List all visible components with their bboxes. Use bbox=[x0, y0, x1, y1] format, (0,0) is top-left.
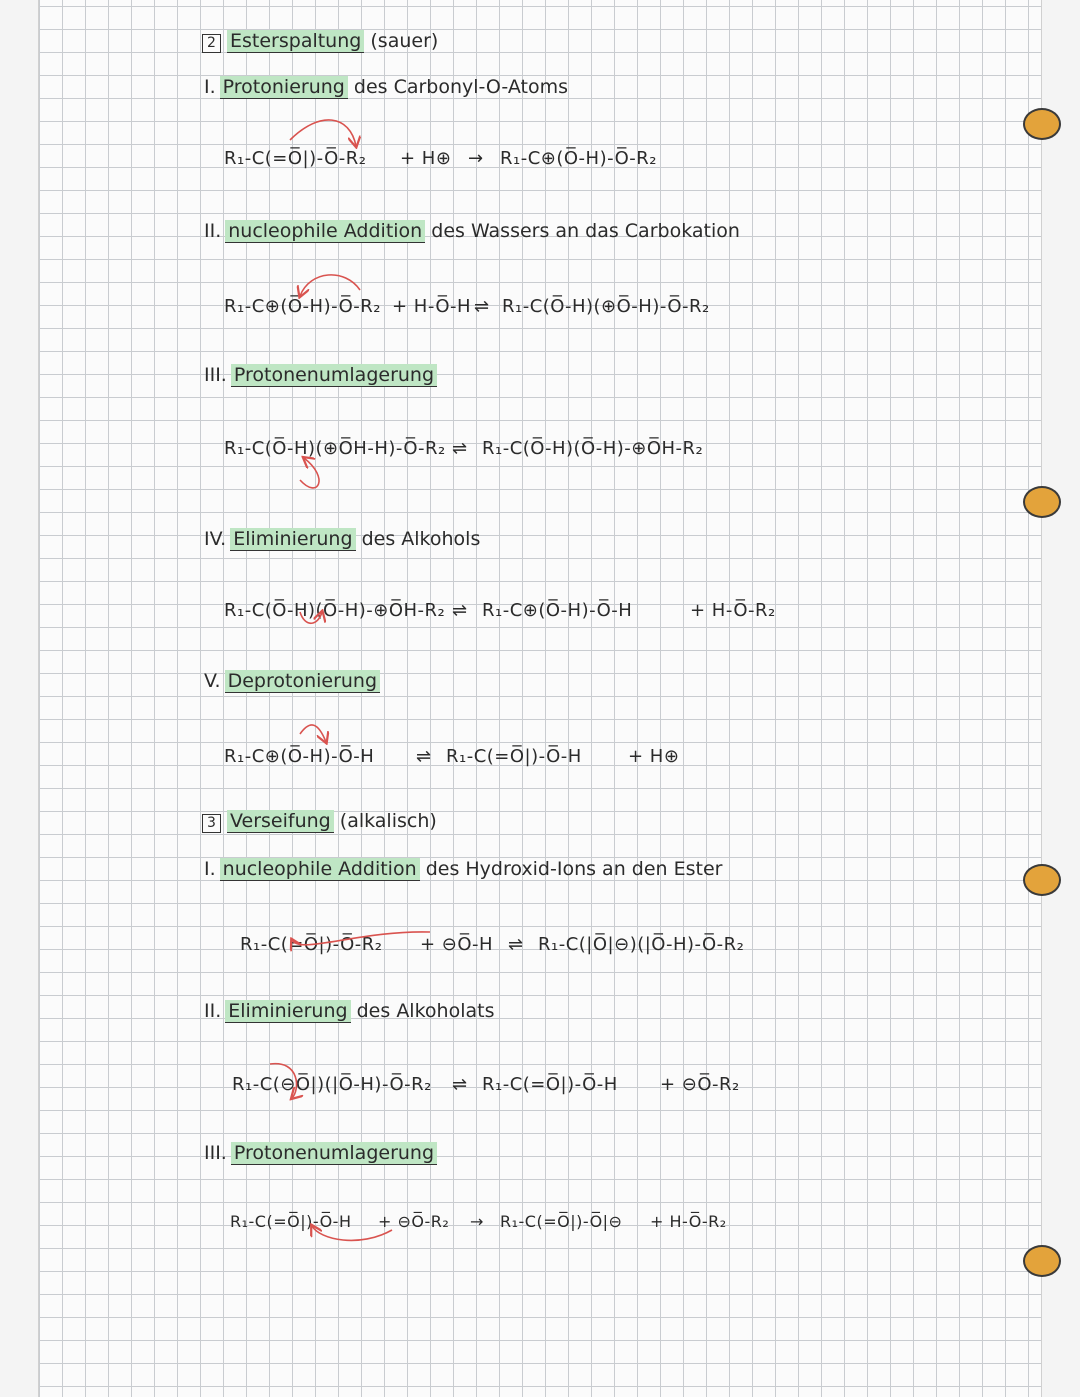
reactant-adduct: R₁-C(O̅-H)(⊕O̅H-H)-O̅-R₂ bbox=[224, 438, 446, 459]
step-number: II. bbox=[204, 220, 222, 242]
section-title: Esterspaltung bbox=[227, 30, 364, 53]
step-heading bbox=[204, 220, 740, 242]
step-number: III. bbox=[204, 364, 227, 386]
step-title: Eliminierung bbox=[230, 528, 355, 551]
notebook-page bbox=[38, 0, 1042, 1397]
step-number: IV. bbox=[204, 528, 227, 550]
product-adduct: R₁-C(O̅-H)(⊕O̅-H)-O̅-R₂ bbox=[502, 296, 710, 317]
section-subtitle: (sauer) bbox=[370, 30, 439, 52]
section-title: Verseifung bbox=[227, 810, 334, 833]
punch-hole bbox=[1023, 1245, 1061, 1277]
product-alcohol: + H-O̅-R₂ bbox=[650, 1212, 727, 1231]
step-number: III. bbox=[204, 1142, 227, 1164]
product-carboxylic-acid: R₁-C(=O̅|)-O̅-H bbox=[482, 1074, 618, 1095]
product-carboxylate: R₁-C(=O̅|)-O̅|⊖ bbox=[500, 1212, 623, 1231]
section-heading-verseifung bbox=[202, 810, 437, 833]
equilibrium-arrow: ⇌ bbox=[452, 600, 468, 621]
step-heading bbox=[204, 858, 722, 880]
section-number: 2 bbox=[202, 34, 221, 53]
reactant-hydroxide: + ⊖O̅-H bbox=[420, 934, 494, 955]
reactant-ester: R₁-C(=O̅|)-O̅-R₂ bbox=[240, 934, 383, 955]
step-heading bbox=[204, 670, 380, 692]
reactant-proton: + H⊕ bbox=[400, 148, 452, 169]
section-heading-esterspaltung bbox=[202, 30, 438, 53]
step-heading bbox=[204, 528, 480, 550]
step-number: V. bbox=[204, 670, 221, 692]
reactant-water: + H-O̅-H bbox=[392, 296, 472, 317]
step-heading bbox=[204, 364, 437, 386]
equilibrium-arrow: ⇌ bbox=[416, 746, 432, 767]
step-title: Protonierung bbox=[220, 76, 348, 99]
step-heading bbox=[204, 1000, 494, 1022]
equilibrium-arrow: ⇌ bbox=[452, 1074, 468, 1095]
step-title: Eliminierung bbox=[225, 1000, 350, 1023]
step-number: II. bbox=[204, 1000, 222, 1022]
step-description: des Wassers an das Carbokation bbox=[431, 220, 740, 242]
reactant-ester: R₁-C(=O̅|)-O̅-R₂ bbox=[224, 148, 367, 169]
equilibrium-arrow: ⇌ bbox=[452, 438, 468, 459]
product-carboxylic-acid: R₁-C(=O̅|)-O̅-H bbox=[446, 746, 582, 767]
step-title: nucleophile Addition bbox=[220, 858, 420, 881]
punch-hole bbox=[1023, 108, 1061, 140]
step-title: Protonenumlagerung bbox=[231, 1142, 437, 1165]
equilibrium-arrow: ⇌ bbox=[508, 934, 524, 955]
step-title: Protonenumlagerung bbox=[231, 364, 437, 387]
reactant-carboxylic-acid: R₁-C(=O̅|)-O̅-H bbox=[230, 1212, 352, 1231]
step-description: des Hydroxid-Ions an den Ester bbox=[425, 858, 723, 880]
reactant-carbocation: R₁-C⊕(O̅-H)-O̅-R₂ bbox=[224, 296, 381, 317]
product-proton: + H⊕ bbox=[628, 746, 680, 767]
reaction-arrow: → bbox=[468, 148, 484, 169]
product-carbocation: R₁-C⊕(O̅-H)-O̅-R₂ bbox=[500, 148, 657, 169]
equilibrium-arrow: ⇌ bbox=[474, 296, 490, 317]
section-number: 3 bbox=[202, 814, 221, 833]
reactant-protonated-ether: R₁-C(O̅-H)(O̅-H)-⊕O̅H-R₂ bbox=[224, 600, 446, 621]
step-title: Deprotonierung bbox=[225, 670, 380, 693]
step-title: nucleophile Addition bbox=[225, 220, 425, 243]
product-tetrahedral-intermediate: R₁-C(|O̅|⊖)(|O̅-H)-O̅-R₂ bbox=[538, 934, 745, 955]
reactant-alkoxide: + ⊖O̅-R₂ bbox=[378, 1212, 450, 1231]
product-carbocation-acid: R₁-C⊕(O̅-H)-O̅-H bbox=[482, 600, 633, 621]
section-subtitle: (alkalisch) bbox=[339, 810, 437, 832]
step-description: des Carbonyl-O-Atoms bbox=[353, 76, 569, 98]
step-description: des Alkohols bbox=[361, 528, 481, 550]
step-heading bbox=[204, 76, 568, 98]
product-protonated-ether: R₁-C(O̅-H)(O̅-H)-⊕O̅H-R₂ bbox=[482, 438, 704, 459]
reactant-tetrahedral-intermediate: R₁-C(⊖O̅|)(|O̅-H)-O̅-R₂ bbox=[232, 1074, 432, 1095]
punch-hole bbox=[1023, 864, 1061, 896]
reactant-carbocation-acid: R₁-C⊕(O̅-H)-O̅-H bbox=[224, 746, 375, 767]
step-description: des Alkoholats bbox=[356, 1000, 495, 1022]
step-number: I. bbox=[204, 76, 216, 98]
step-number: I. bbox=[204, 858, 216, 880]
reaction-arrow: → bbox=[470, 1212, 484, 1231]
punch-hole bbox=[1023, 486, 1061, 518]
step-heading bbox=[204, 1142, 437, 1164]
product-alcohol: + H-O̅-R₂ bbox=[690, 600, 776, 621]
product-alkoxide: + ⊖O̅-R₂ bbox=[660, 1074, 740, 1095]
